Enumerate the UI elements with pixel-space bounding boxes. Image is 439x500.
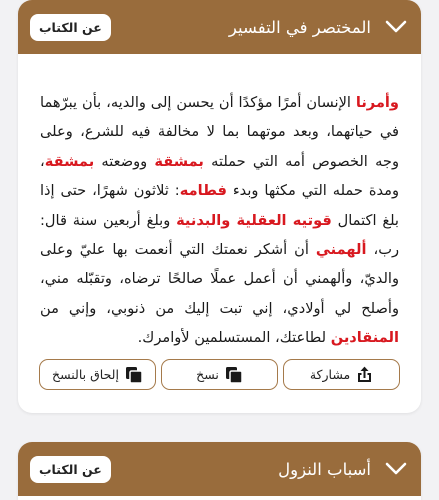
share-button[interactable] (283, 359, 400, 390)
text-segment: ووضعته (94, 152, 155, 170)
highlighted-word[interactable]: وأمرنا (355, 94, 399, 111)
append-copy-label: إلحاق بالنسخ (52, 367, 119, 382)
asbab-card-header[interactable] (18, 442, 421, 496)
text-segment: أن أشكر نعمتك التي أنعمت بها عليّ وعلى والديّ، وألهمني أن أعمل عملًا صالحًا ترضاه، وتقبّله مني، وأصلح لي أولادي، إني تبت إليك من ذنوبي، وإني من (40, 241, 399, 317)
text-segment: لطاعتك، المستسلمين لأوامرك. (137, 329, 331, 347)
append-copy-icon (125, 366, 143, 384)
highlighted-word[interactable]: فطامه (179, 182, 227, 200)
highlighted-word[interactable]: بمشقة (44, 152, 95, 170)
text-segment: وبلغ أربعين سنة قال: رب، (40, 211, 400, 259)
text-segment: : ثلاثون شهرًا، حتى إذا بلغ اكتمال (40, 182, 399, 229)
append-copy-button[interactable] (39, 359, 156, 390)
highlighted-word[interactable]: بمشقة (154, 152, 204, 170)
copy-label: نسخ (196, 367, 219, 382)
share-icon (356, 366, 373, 384)
chevron-down-icon[interactable] (383, 456, 409, 482)
action-bar (39, 359, 400, 390)
about-book-button[interactable]: عن الكتاب (30, 14, 111, 41)
tafsir-card (18, 0, 421, 413)
card-title: المختصر في التفسير (228, 17, 371, 37)
about-book-button[interactable]: عن الكتاب (30, 456, 111, 483)
tafsir-text (18, 54, 421, 353)
text-segment: ، ومدة حمله التي مكثها وبدء (40, 152, 400, 200)
chevron-down-icon[interactable] (383, 14, 409, 40)
highlighted-word[interactable]: قوتيه العقلية والبدنية (176, 211, 332, 229)
share-label: مشاركة (309, 367, 351, 382)
highlighted-word[interactable]: ألهمني (315, 241, 367, 259)
tafsir-card-header[interactable] (18, 0, 421, 54)
asbab-card (18, 442, 421, 500)
card-title: أسباب النزول (278, 459, 371, 479)
copy-icon (225, 366, 243, 384)
copy-button[interactable] (161, 359, 278, 390)
text-segment: الإنسان أمرًا مؤكدًا أن يحسن إلى والديه، بأن يبرّهما في حياتهما، وبعد موتهما بما لا مخالفة فيه للشرع، وعلى وجه الخصوص أمه التي حملته (40, 94, 399, 170)
highlighted-word[interactable]: المنقادين (330, 329, 399, 347)
